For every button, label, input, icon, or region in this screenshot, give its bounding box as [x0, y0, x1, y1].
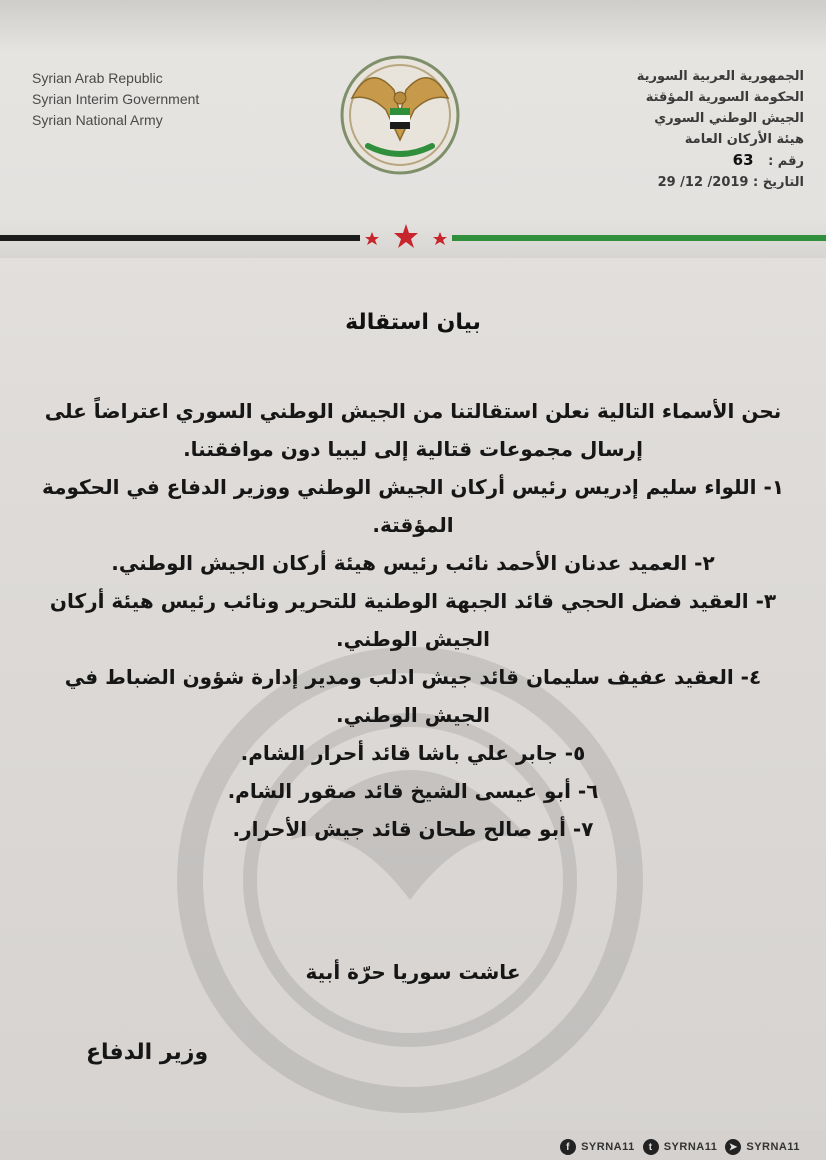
resignation-list [40, 468, 786, 848]
letterhead-line-republic-ar: الجمهورية العربية السورية [636, 69, 804, 84]
english-letterhead [32, 68, 292, 131]
list-item: ٥- جابر علي باشا قائد أحرار الشام. [240, 741, 586, 765]
document-date-label: التاريخ : [753, 175, 804, 190]
social-item-telegram[interactable] [725, 1139, 800, 1155]
closing-slogan: عاشت سوريا حرّة أبية [305, 960, 521, 984]
arabic-letterhead [534, 66, 804, 193]
letterhead-line-army-ar: الجيش الوطني السوري [654, 111, 804, 126]
army-eagle-emblem-icon [330, 50, 470, 180]
document-title: بيان استقالة [345, 310, 481, 335]
list-item: ٣- العقيد فضل الحجي قائد الجبهة الوطنية للتحرير ونائب رئيس هيئة أركان الجيش الوطني. [49, 589, 777, 651]
reference-number [534, 150, 804, 172]
signature-title: وزير الدفاع [86, 1040, 209, 1065]
letterhead-line-government-ar: الحكومة السورية المؤقتة [645, 90, 804, 105]
list-item: ٧- أبو صالح طحان قائد جيش الأحرار. [232, 817, 594, 841]
facebook-icon: f [560, 1139, 576, 1155]
document-date [534, 172, 804, 193]
social-handle: SYRNA11 [581, 1141, 635, 1153]
reference-number-label: رقم : [768, 154, 804, 169]
resignation-statement: نحن الأسماء التالية نعلن استقالتنا من الجيش الوطني السوري اعتراضاً على إرسال مجموعات قتالية إلى ليبيا دون موافقتنا. [44, 399, 782, 461]
social-handle: SYRNA11 [663, 1141, 718, 1153]
letterhead-line-government: Syrian Interim Government [32, 91, 200, 107]
letterhead-line-republic: Syrian Arab Republic [32, 70, 163, 86]
letterhead-line-staff-ar: هيئة الأركان العامة [684, 132, 804, 147]
telegram-icon: ➤ [725, 1139, 741, 1155]
list-item: ٦- أبو عيسى الشيخ قائد صقور الشام. [227, 779, 599, 803]
list-item: ١- اللواء سليم إدريس رئيس أركان الجيش الوطني ووزير الدفاع في الحكومة المؤقتة. [41, 475, 785, 537]
reference-number-value: 63 [732, 151, 754, 169]
twitter-icon: t [643, 1139, 659, 1155]
letterhead-line-army: Syrian National Army [32, 112, 163, 128]
document-date-value: 29 /12 /2019 [657, 175, 749, 190]
social-item-facebook[interactable] [560, 1139, 635, 1155]
list-item: ٢- العميد عدنان الأحمد نائب رئيس هيئة أركان الجيش الوطني. [111, 551, 715, 575]
letterhead [0, 0, 826, 258]
social-handles [560, 1136, 800, 1158]
header-divider-stars-icon [0, 222, 826, 252]
social-item-twitter[interactable] [643, 1139, 718, 1155]
social-handle: SYRNA11 [746, 1141, 800, 1153]
list-item: ٤- العقيد عفيف سليمان قائد جيش ادلب ومدير إدارة شؤون الضباط في الجيش الوطني. [64, 665, 762, 727]
